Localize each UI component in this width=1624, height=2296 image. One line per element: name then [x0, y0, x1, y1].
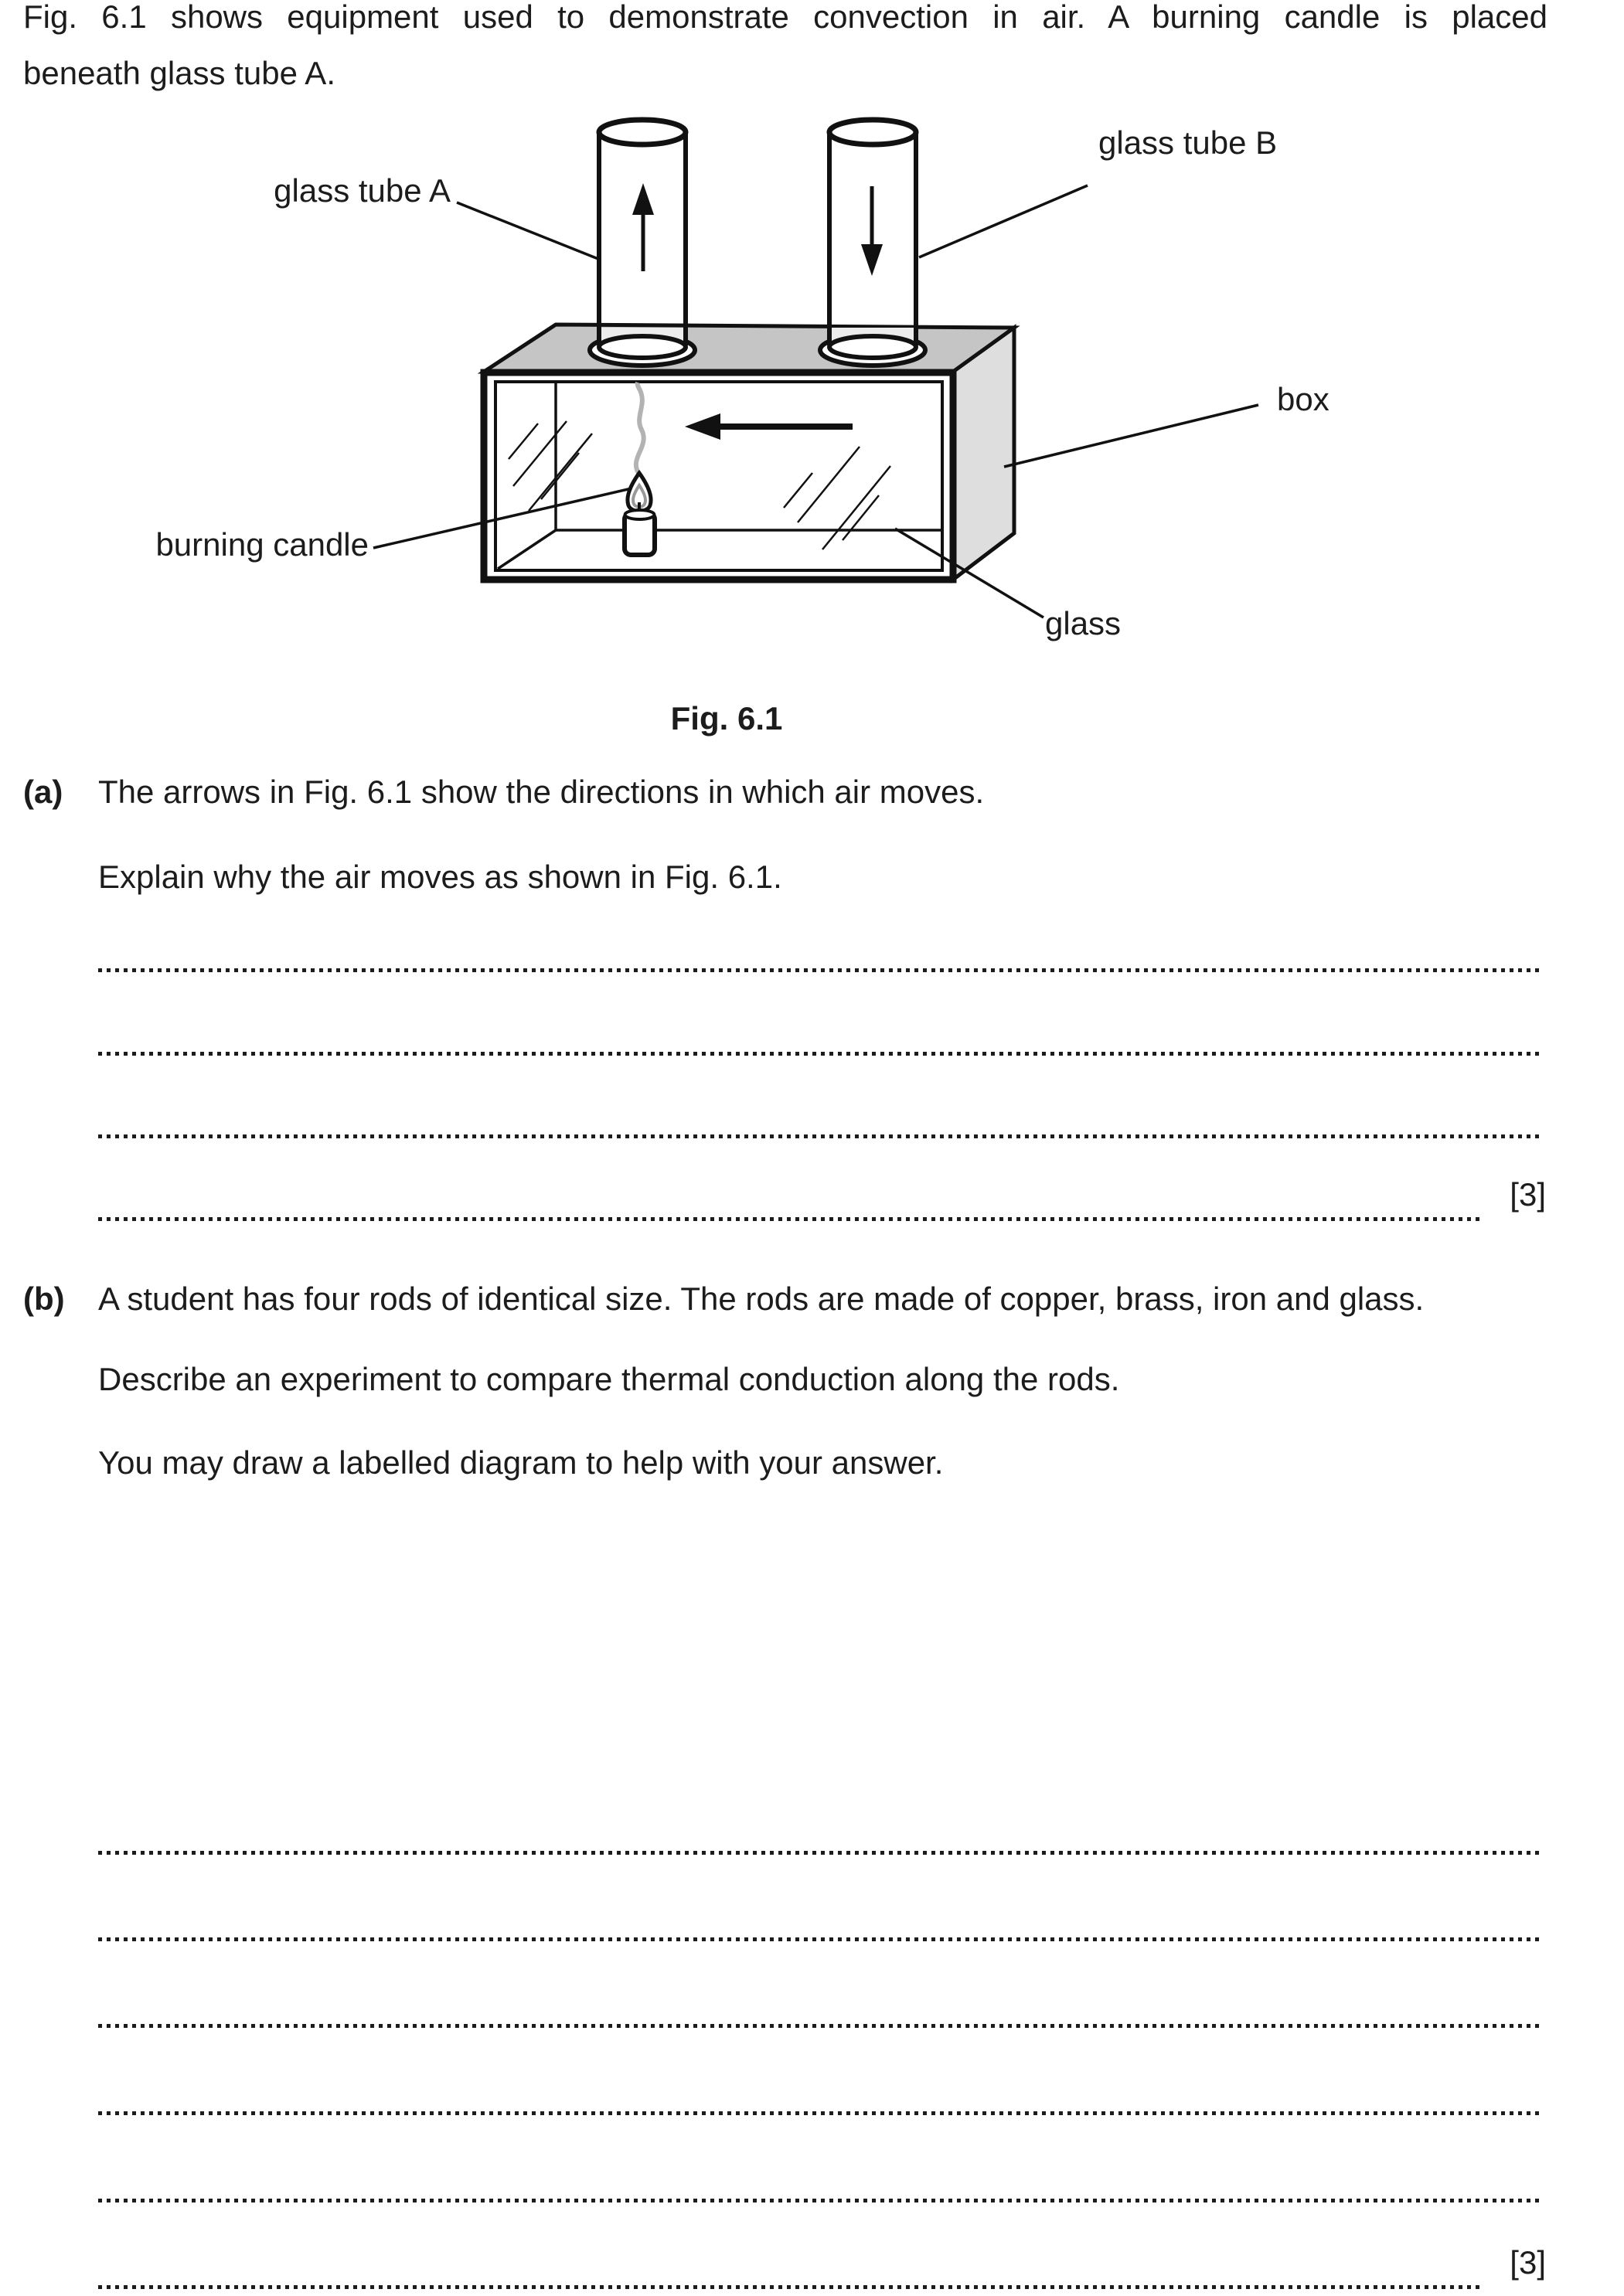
- answer-line[interactable]: [98, 1052, 1541, 1056]
- answer-line[interactable]: [98, 2285, 1481, 2289]
- label-burning-candle: burning candle: [155, 526, 369, 563]
- leader-glass-tube-a: [457, 202, 598, 259]
- question-b-prompt: A student has four rods of identical size. The rods are made of copper, brass, iron and glass.: [98, 1281, 1425, 1317]
- intro-text-line1: Fig. 6.1 shows equipment used to demonstrate convection in air. A burning candle is placed: [23, 0, 1547, 35]
- question-b-marks: [3]: [1510, 2244, 1546, 2281]
- question-b-instruction: Describe an experiment to compare thermal conduction along the rods.: [98, 1361, 1120, 1397]
- label-glass: glass: [1045, 605, 1122, 641]
- tube-b-bottom-rim: [829, 336, 916, 358]
- box-right-face: [953, 328, 1014, 580]
- intro-text-line2: beneath glass tube A.: [23, 55, 335, 91]
- answer-line[interactable]: [98, 2111, 1541, 2115]
- leader-box: [1004, 405, 1258, 467]
- label-glass-tube-b: glass tube B: [1098, 124, 1278, 161]
- tube-a-bottom-rim: [599, 336, 686, 358]
- leader-glass-tube-b: [919, 185, 1088, 257]
- question-a-instruction: Explain why the air moves as shown in Fig. 6.1.: [98, 859, 782, 895]
- answer-line[interactable]: [98, 968, 1541, 972]
- figure-caption: Fig. 6.1: [670, 700, 783, 736]
- answer-line[interactable]: [98, 1217, 1481, 1221]
- up-arrow-icon: [632, 183, 654, 271]
- question-a-marks: [3]: [1510, 1176, 1546, 1213]
- answer-line[interactable]: [98, 1937, 1541, 1941]
- question-b-note: You may draw a labelled diagram to help with your answer.: [98, 1444, 944, 1481]
- glass-tube-a: [599, 120, 686, 345]
- answer-line[interactable]: [98, 1134, 1541, 1138]
- glass-tube-b: [829, 120, 916, 345]
- answer-line[interactable]: [98, 2024, 1541, 2028]
- box-top-face: [484, 325, 1014, 372]
- down-arrow-icon: [861, 186, 883, 276]
- question-a-number: (a): [23, 774, 63, 810]
- label-glass-tube-a: glass tube A: [274, 172, 451, 209]
- answer-line[interactable]: [98, 1851, 1541, 1855]
- label-box: box: [1277, 381, 1330, 417]
- question-a-prompt: The arrows in Fig. 6.1 show the directions in which air moves.: [98, 774, 985, 810]
- question-b-number: (b): [23, 1281, 65, 1317]
- answer-line[interactable]: [98, 2199, 1541, 2202]
